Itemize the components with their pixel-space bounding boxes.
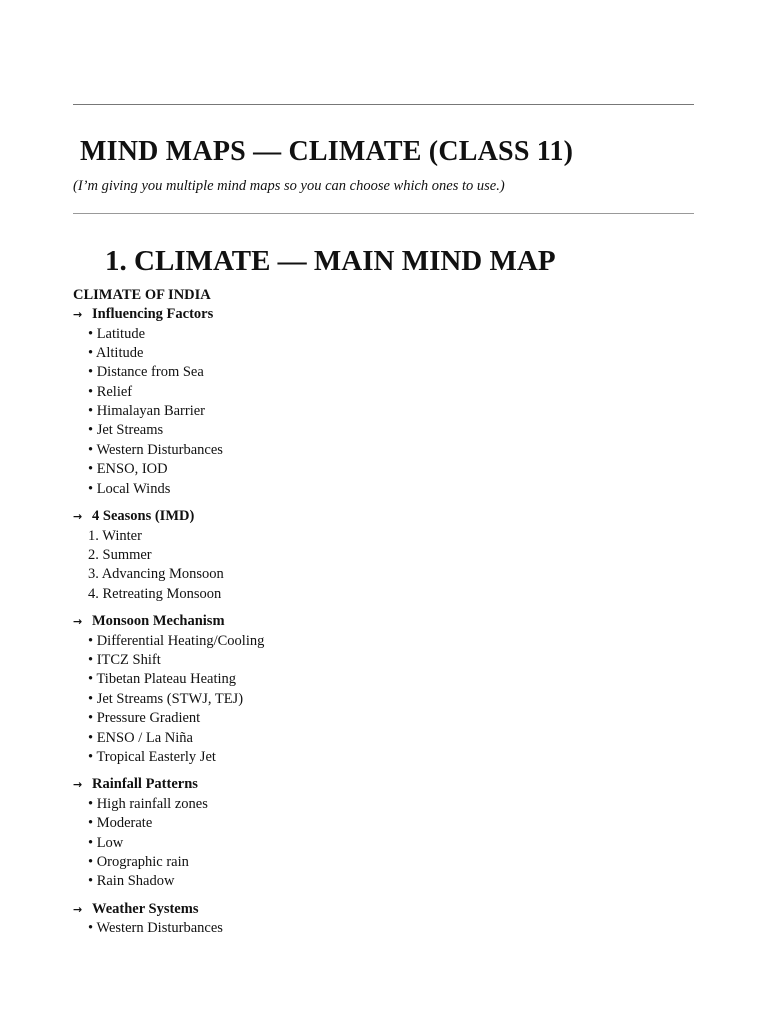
mind-map-root: CLIMATE OF INDIA <box>73 287 211 303</box>
branch-label: Monsoon Mechanism <box>92 613 225 630</box>
list-item: 4. Retreating Monsoon <box>88 585 222 602</box>
branch-items <box>73 527 694 605</box>
list-item: • High rainfall zones <box>88 795 208 812</box>
arrow-icon: → <box>73 902 83 916</box>
document-title: MIND MAPS — CLIMATE (CLASS 11) <box>80 136 574 167</box>
document-subtitle: (I’m giving you multiple mind maps so you can choose which ones to use.) <box>73 178 505 194</box>
branch-heading <box>73 900 694 920</box>
branch-group <box>73 305 694 499</box>
branch-group <box>73 612 694 767</box>
list-item: • Himalayan Barrier <box>88 403 205 420</box>
branch-items <box>73 632 694 768</box>
branch-group <box>73 900 694 939</box>
section-title: 1. CLIMATE — MAIN MIND MAP <box>105 245 556 277</box>
list-item: 3. Advancing Monsoon <box>88 566 224 583</box>
branch-label: Rainfall Patterns <box>92 776 198 793</box>
list-item: • Pressure Gradient <box>88 710 201 727</box>
list-item: • Rain Shadow <box>88 873 175 890</box>
branch-label: Weather Systems <box>92 900 199 917</box>
list-item: • Tibetan Plateau Heating <box>88 671 237 688</box>
branch-label: Influencing Factors <box>92 306 214 322</box>
list-item: • Tropical Easterly Jet <box>88 748 216 765</box>
arrow-icon: → <box>73 308 83 321</box>
branch-heading <box>73 507 694 527</box>
branch-heading <box>73 612 694 632</box>
list-item: • Orographic rain <box>88 853 189 870</box>
list-item: • Altitude <box>88 344 144 361</box>
branch-group <box>73 775 694 891</box>
branch-heading <box>73 775 694 795</box>
list-item: • Distance from Sea <box>88 364 204 381</box>
branch-heading <box>73 305 694 325</box>
list-item: 1. Winter <box>88 527 142 544</box>
branch-items <box>73 795 694 892</box>
list-item: • Differential Heating/Cooling <box>88 632 265 649</box>
list-item: • Jet Streams (STWJ, TEJ) <box>88 690 244 707</box>
list-item: • Western Disturbances <box>88 441 223 458</box>
list-item: • Relief <box>88 383 133 400</box>
list-item: • Jet Streams <box>88 422 164 439</box>
list-item: • Local Winds <box>88 480 171 497</box>
arrow-icon: → <box>73 510 83 524</box>
branch-group <box>73 507 694 604</box>
list-item: 2. Summer <box>88 546 152 563</box>
list-item: • ENSO, IOD <box>88 461 168 478</box>
branch-items <box>73 325 694 500</box>
section-divider <box>73 213 694 214</box>
list-item: • Moderate <box>88 815 153 832</box>
list-item: • Latitude <box>88 325 146 342</box>
list-item: • Low <box>88 834 124 851</box>
branch-items <box>73 919 694 938</box>
top-divider <box>73 104 694 105</box>
branch-label: 4 Seasons (IMD) <box>92 508 195 525</box>
arrow-icon: → <box>73 615 83 629</box>
list-item: • ENSO / La Niña <box>88 729 193 746</box>
list-item: • Western Disturbances <box>88 920 223 937</box>
list-item: • ITCZ Shift <box>88 651 161 668</box>
arrow-icon: → <box>73 778 83 792</box>
mind-map-branches <box>73 305 694 947</box>
